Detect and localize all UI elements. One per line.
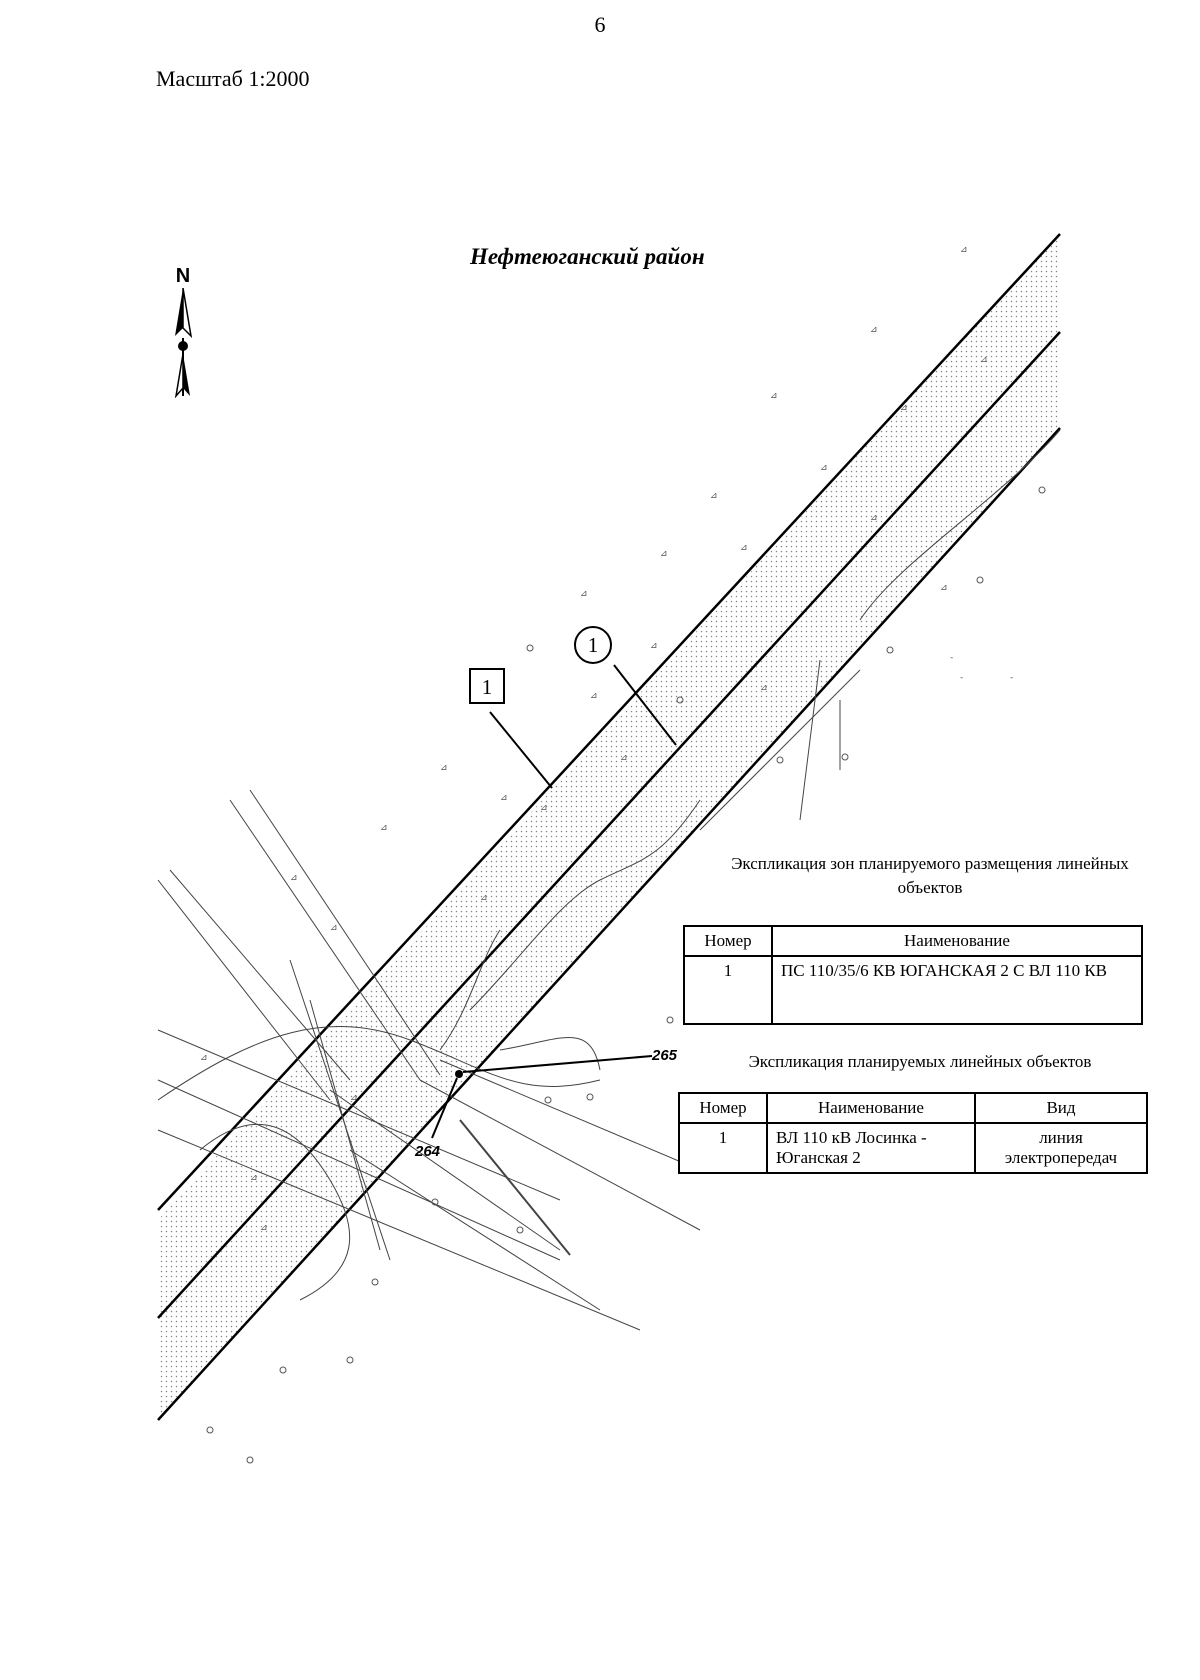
turning-point [455,1070,463,1078]
column-header-type: Вид [975,1093,1147,1123]
zone-marker-number: 1 [481,675,493,699]
svg-text:⊿: ⊿ [480,893,488,903]
object-type: линия электропередач [975,1123,1147,1173]
district-label: Нефтеюганский район [470,244,705,269]
planned-zone-area [158,236,1058,1420]
column-header-name: Наименование [767,1093,975,1123]
column-header-number: Номер [684,926,772,956]
svg-text:-: - [1010,673,1014,683]
table-header-row [684,926,1142,956]
zones-table-caption: Экспликация зон планируемого размещения линейных объектов [731,854,1129,897]
svg-text:⊿: ⊿ [380,823,388,833]
svg-text:⊿: ⊿ [440,763,448,773]
column-header-name: Наименование [772,926,1142,956]
svg-text:⊿: ⊿ [260,1223,268,1233]
svg-text:⊿: ⊿ [900,403,908,413]
zone-number: 1 [684,956,772,1024]
svg-text:⊿: ⊿ [740,543,748,553]
scale-label: Масштаб 1:2000 [156,66,310,91]
svg-text:⊿: ⊿ [330,923,338,933]
svg-text:⊿: ⊿ [580,589,588,599]
svg-text:⊿: ⊿ [960,245,968,255]
zone-marker-leader [490,712,552,788]
zones-table [683,925,1143,1025]
svg-text:⊿: ⊿ [710,491,718,501]
point-265-leader [463,1056,652,1072]
table-row [684,956,1142,1024]
svg-text:⊿: ⊿ [540,803,548,813]
svg-text:⊿: ⊿ [350,1093,358,1103]
object-number: 1 [679,1123,767,1173]
svg-text:⊿: ⊿ [980,355,988,365]
svg-text:⊿: ⊿ [290,873,298,883]
point-265-label: 265 [652,1047,678,1064]
svg-text:⊿: ⊿ [770,391,778,401]
table-row [679,1123,1147,1173]
objects-table-caption: Экспликация планируемых линейных объектов [748,1052,1092,1071]
north-letter: N [175,265,191,287]
objects-table [678,1092,1148,1174]
object-name: ВЛ 110 кВ Лосинка - Юганская 2 [767,1123,975,1173]
svg-text:⊿: ⊿ [620,753,628,763]
svg-text:-: - [960,673,964,683]
svg-text:⊿: ⊿ [500,793,508,803]
svg-text:⊿: ⊿ [870,513,878,523]
svg-text:⊿: ⊿ [870,325,878,335]
svg-text:-: - [950,653,954,663]
svg-text:⊿: ⊿ [660,549,668,559]
svg-text:⊿: ⊿ [940,583,948,593]
svg-text:⊿: ⊿ [590,691,598,701]
column-header-number: Номер [679,1093,767,1123]
zone-boundary-lower [158,428,1060,1420]
page-number: 6 [594,12,606,37]
point-264-label: 264 [415,1143,441,1160]
object-marker-number: 1 [587,633,599,657]
svg-text:⊿: ⊿ [760,683,768,693]
svg-text:⊿: ⊿ [200,1053,208,1063]
svg-text:⊿: ⊿ [820,463,828,473]
table-header-row [679,1093,1147,1123]
svg-text:⊿: ⊿ [250,1173,258,1183]
svg-text:⊿: ⊿ [650,641,658,651]
zone-name: ПС 110/35/6 КВ ЮГАНСКАЯ 2 С ВЛ 110 КВ [772,956,1142,1024]
